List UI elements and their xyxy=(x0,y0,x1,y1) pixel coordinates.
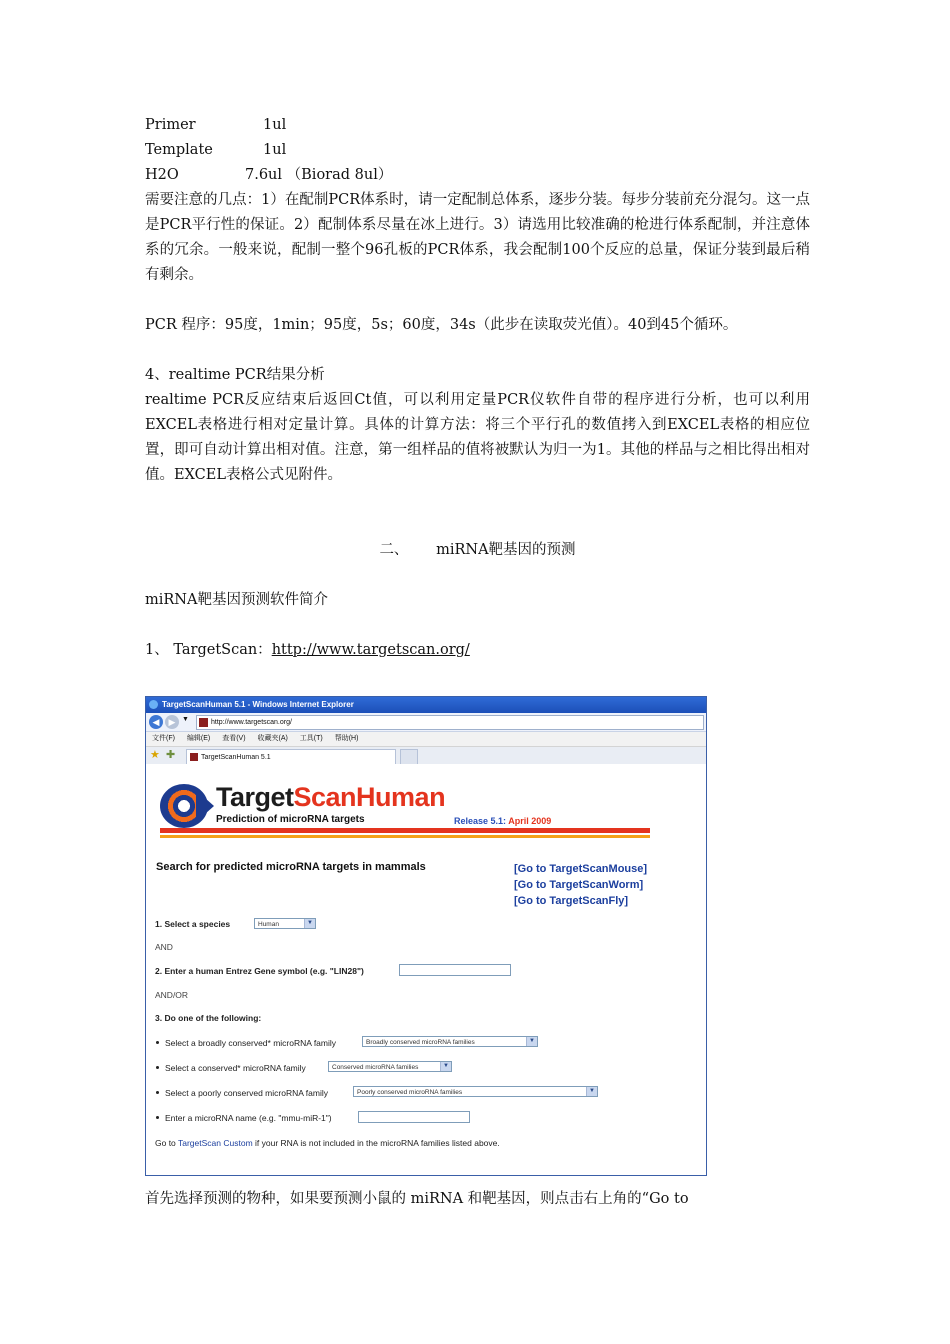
step1-label: 1. Select a species xyxy=(155,919,231,929)
new-tab-button[interactable] xyxy=(400,749,418,764)
bullet-icon xyxy=(156,1091,159,1094)
and-text: AND xyxy=(155,942,173,952)
reaction-template-row xyxy=(145,138,810,163)
section2-heading: 二、 miRNA靶基因的预测 xyxy=(379,542,576,558)
menu-help[interactable]: 帮助(H) xyxy=(334,735,359,742)
conserved-select[interactable] xyxy=(328,1061,452,1072)
targetscan-url-link[interactable]: http://www.targetscan.org/ xyxy=(271,642,470,658)
go-to-targetscanworm-link[interactable]: [Go to TargetScanWorm] xyxy=(514,879,644,891)
chevron-down-icon: ▼ xyxy=(440,1062,451,1071)
chevron-down-icon: ▼ xyxy=(586,1087,597,1096)
menu-edit[interactable]: 编辑(E) xyxy=(186,735,211,742)
notes-paragraph: 需要注意的几点：1）在配制PCR体系时，请一定配制总体系，逐步分装。每步分装前充分混匀。这一点是PCR平行性的保证。2）配制体系尽量在冰上进行。3）请选用比较准确的枪进行体系配制，并注意体系的冗余。一般来说，配制一整个96孔板的PCR体系，我会配制100个反应的总量，保证分装到最后稍有剩余。 xyxy=(145,192,810,283)
reaction-primer-row xyxy=(145,113,810,138)
software-intro: miRNA靶基因预测软件简介 xyxy=(145,592,328,608)
custom-prefix: Go to xyxy=(155,1138,178,1148)
pcr-program: PCR 程序：95度，1min；95度，5s；60度，34s（此步在读取荧光值）。40到45个循环。 xyxy=(145,317,738,333)
template-label: Template xyxy=(145,142,213,158)
primer-label: Primer xyxy=(145,117,196,133)
logo-arrow-icon xyxy=(196,790,214,822)
opt3-value: Poorly conserved microRNA families xyxy=(357,1089,463,1096)
microrna-name-input[interactable] xyxy=(358,1111,470,1123)
brand-part2: ScanHuman xyxy=(293,782,446,812)
gene-symbol-input[interactable] xyxy=(399,964,511,976)
opt2-label: Select a conserved* microRNA family xyxy=(165,1063,306,1073)
option-conserved xyxy=(155,1063,306,1073)
reaction-h2o-row xyxy=(145,163,810,188)
menu-file[interactable]: 文件(F) xyxy=(152,735,175,742)
tab-favicon-icon xyxy=(190,753,198,761)
search-title: Search for predicted microRNA targets in mammals xyxy=(156,861,426,873)
h2o-value: 7.6ul （Biorad 8ul） xyxy=(245,167,393,183)
opt1-label: Select a broadly conserved* microRNA family xyxy=(165,1038,337,1048)
option-broadly-conserved xyxy=(155,1038,336,1048)
final-line: 首先选择预测的物种，如果要预测小鼠的 miRNA 和靶基因，则点击右上角的“Go to xyxy=(145,1191,689,1207)
broadly-conserved-select[interactable] xyxy=(362,1036,538,1047)
step3-label: 3. Do one of the following: xyxy=(155,1013,262,1023)
bullet-icon xyxy=(156,1041,159,1044)
add-favorite-icon[interactable]: ✚ xyxy=(166,749,176,761)
opt3-label: Select a poorly conserved microRNA family xyxy=(165,1088,328,1098)
url-field[interactable] xyxy=(196,715,704,730)
forward-arrow-icon[interactable]: ▶ xyxy=(165,715,179,729)
primer-value: 1ul xyxy=(263,117,287,133)
document-body xyxy=(145,113,810,663)
targetscan-custom-link[interactable]: TargetScan Custom xyxy=(178,1138,253,1148)
menu-favorites[interactable]: 收藏夹(A) xyxy=(257,735,288,742)
poorly-conserved-select[interactable] xyxy=(353,1086,598,1097)
menu-view[interactable]: 查看(V) xyxy=(222,735,246,742)
step2-label: 2. Enter a human Entrez Gene symbol (e.g. "LIN28") xyxy=(155,966,364,976)
opt2-value: Conserved microRNA families xyxy=(332,1064,419,1071)
menu-bar xyxy=(146,732,706,747)
species-value: Human xyxy=(258,921,279,928)
release-date: April 2009 xyxy=(506,816,552,826)
species-select[interactable] xyxy=(254,918,316,929)
site-favicon-icon xyxy=(199,718,208,727)
web-page xyxy=(146,764,706,1176)
tab-targetscanhuman[interactable] xyxy=(186,749,396,764)
chevron-down-icon: ▼ xyxy=(304,919,315,928)
brand-subtitle: Prediction of microRNA targets xyxy=(216,814,365,825)
window-titlebar xyxy=(146,697,706,713)
favorites-star-icon[interactable]: ★ xyxy=(150,749,160,761)
h2o-label: H2O xyxy=(145,167,179,183)
url-text: http://www.targetscan.org/ xyxy=(211,719,292,726)
opt1-value: Broadly conserved microRNA families xyxy=(366,1039,475,1046)
andor-text: AND/OR xyxy=(155,990,189,1000)
opt4-label: Enter a microRNA name (e.g. "mmu-miR-1") xyxy=(165,1113,332,1123)
targetscan-item-prefix: 1、 TargetScan： xyxy=(145,642,272,658)
chevron-down-icon: ▼ xyxy=(526,1037,537,1046)
custom-note xyxy=(155,1138,500,1148)
window-title: TargetScanHuman 5.1 - Windows Internet Explorer xyxy=(162,700,354,709)
brand-title xyxy=(216,782,445,813)
address-bar xyxy=(146,713,706,732)
bullet-icon xyxy=(156,1116,159,1119)
option-microrna-name xyxy=(155,1113,332,1123)
go-to-targetscanfly-link[interactable]: [Go to TargetScanFly] xyxy=(514,895,629,907)
option-poorly-conserved xyxy=(155,1088,328,1098)
targetscan-screenshot xyxy=(145,696,707,1176)
ie-logo-icon xyxy=(149,700,158,709)
go-links xyxy=(514,861,647,909)
back-arrow-icon[interactable]: ◀ xyxy=(149,715,163,729)
header-red-rule xyxy=(160,828,650,833)
header-orange-rule xyxy=(160,835,650,838)
history-dropdown-icon[interactable]: ▼ xyxy=(182,716,189,723)
section4-paragraph: realtime PCR反应结束后返回Ct值，可以利用定量PCR仪软件自带的程序进行分析，也可以利用EXCEL表格进行相对定量计算。具体的计算方法：将三个平行孔的数值拷入到EXCEL表格的相应位置，即可自动计算出相对值。注意，第一组样品的值将被默认为归一为1。其他的样品与之相比得出相对值。EXCEL表格公式见附件。 xyxy=(145,392,810,483)
menu-tools[interactable]: 工具(T) xyxy=(299,735,323,742)
custom-suffix: if your RNA is not included in the microRNA families listed above. xyxy=(252,1138,500,1148)
release-info xyxy=(454,816,551,826)
template-value: 1ul xyxy=(263,142,287,158)
release-label: Release 5.1: xyxy=(454,816,507,826)
bullet-icon xyxy=(156,1066,159,1069)
go-to-targetscanmouse-link[interactable]: [Go to TargetScanMouse] xyxy=(514,863,648,875)
targetscan-item xyxy=(145,638,810,663)
brand-part1: Target xyxy=(216,782,294,812)
tab-title: TargetScanHuman 5.1 xyxy=(201,754,271,761)
section4-heading: 4、realtime PCR结果分析 xyxy=(145,367,325,383)
